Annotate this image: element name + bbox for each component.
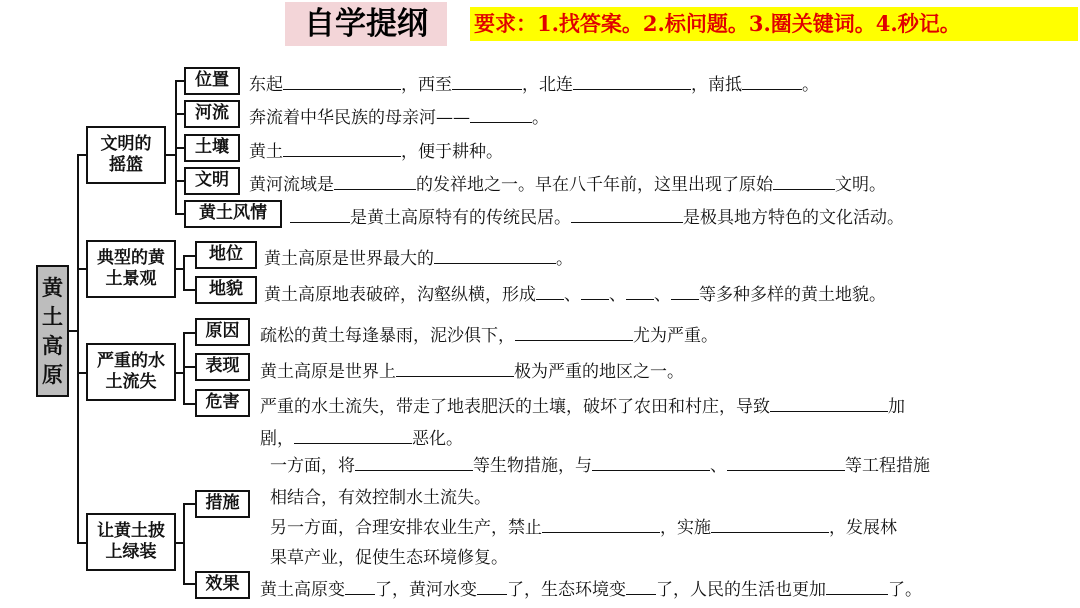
connector <box>183 332 195 334</box>
blank <box>396 359 514 377</box>
text-measures-1: 一方面，将 等生物措施，与 、 等工程措施 <box>270 451 930 476</box>
blank <box>542 515 660 533</box>
connector <box>183 583 195 585</box>
section-soil-erosion <box>86 343 176 401</box>
connector <box>183 255 185 291</box>
connector <box>77 154 79 544</box>
sub-label: 地位 <box>209 244 243 265</box>
sub-landform <box>195 276 257 304</box>
section-typical-landscape <box>86 240 176 298</box>
root-node-loess-plateau <box>36 265 69 397</box>
blank <box>573 72 691 90</box>
sub-location <box>184 67 240 95</box>
text-river: 奔流着中华民族的母亲河—— 。 <box>249 103 549 128</box>
text-manifestation: 黄土高原是世界上 极为严重的地区之一。 <box>260 357 684 382</box>
section-label: 典型的黄土景观 <box>97 247 165 289</box>
text-effect: 黄土高原变 了，黄河水变 了，生态环境变 了，人民的生活也更加 了。 <box>260 575 922 600</box>
connector <box>183 503 185 585</box>
sub-customs <box>184 200 282 228</box>
text-soil: 黄土 ，便于耕种。 <box>249 137 503 162</box>
sub-river <box>184 100 240 128</box>
blank <box>294 426 412 444</box>
section-label: 让黄土披上绿装 <box>97 520 165 562</box>
blank <box>571 205 683 223</box>
blank <box>452 72 522 90</box>
blank <box>626 282 654 300</box>
sub-label: 位置 <box>195 70 229 91</box>
text-location: 东起 ，西至 ，北连 ，南抵 。 <box>249 70 819 95</box>
blank <box>592 453 710 471</box>
blank <box>434 246 556 264</box>
connector <box>183 503 195 505</box>
requirement-banner: 要求：1.找答案。2.标问题。3.圈关键词。4.秒记。 <box>470 7 1078 41</box>
blank <box>283 139 401 157</box>
blank <box>283 72 401 90</box>
connector <box>183 366 195 368</box>
text-status: 黄土高原是世界最大的 。 <box>264 244 573 269</box>
blank <box>671 282 699 300</box>
sub-status <box>195 241 257 269</box>
blank <box>626 577 656 595</box>
section-greening <box>86 513 176 571</box>
connector <box>183 332 185 405</box>
sub-label: 土壤 <box>195 137 229 158</box>
blank <box>470 105 532 123</box>
blank <box>334 172 416 190</box>
connector <box>183 255 195 257</box>
connector <box>175 147 184 149</box>
section-label: 严重的水土流失 <box>97 350 165 392</box>
text-culture: 黄河流域是 的发祥地之一。早在八千年前，这里出现了原始 文明。 <box>249 170 886 195</box>
sub-label: 黄土风情 <box>199 203 267 224</box>
connector <box>183 289 195 291</box>
blank <box>727 453 845 471</box>
connector <box>77 268 86 270</box>
blank <box>345 577 375 595</box>
text-measures-3: 另一方面，合理安排农业生产，禁止 ，实施 ，发展林 <box>270 513 897 538</box>
connector <box>175 113 184 115</box>
sub-label: 地貌 <box>209 279 243 300</box>
section-label: 文明的摇篮 <box>100 133 152 175</box>
root-label: 黄土高原 <box>42 275 63 387</box>
blank <box>581 282 609 300</box>
text-measures-4: 果草产业，促使生态环境修复。 <box>270 548 508 568</box>
text-customs: 是黄土高原特有的传统民居。 是极具地方特色的文化活动。 <box>290 203 904 228</box>
connector <box>175 80 184 82</box>
sub-effect <box>195 571 250 599</box>
sub-label: 原因 <box>205 321 240 342</box>
connector <box>183 403 195 405</box>
sub-manifestation <box>195 353 250 381</box>
text-harm-2: 剧， 恶化。 <box>260 424 463 449</box>
sub-label: 表现 <box>205 356 240 377</box>
connector <box>175 180 184 182</box>
sub-label: 文明 <box>195 170 229 191</box>
blank <box>711 515 829 533</box>
page-title: 自学提纲 <box>285 2 447 46</box>
connector <box>175 213 184 215</box>
blank <box>515 323 633 341</box>
blank <box>826 577 888 595</box>
text-harm-1: 严重的水土流失，带走了地表肥沃的土壤，破坏了农田和村庄，导致 加 <box>260 392 905 417</box>
blank <box>477 577 507 595</box>
connector <box>77 542 86 544</box>
blank <box>290 205 350 223</box>
blank <box>773 172 835 190</box>
section-civilization-cradle <box>86 126 166 184</box>
sub-culture <box>184 167 240 195</box>
sub-soil <box>184 134 240 162</box>
sub-label: 河流 <box>195 103 229 124</box>
text-landform: 黄土高原地表破碎，沟壑纵横，形成 、 、 、 等多种多样的黄土地貌。 <box>264 280 886 305</box>
blank <box>536 282 564 300</box>
sub-label: 危害 <box>205 392 240 413</box>
sub-label: 措施 <box>205 493 240 514</box>
blank <box>355 453 473 471</box>
sub-measures <box>195 490 250 518</box>
sub-cause <box>195 318 250 346</box>
connector <box>77 154 86 156</box>
sub-label: 效果 <box>205 574 240 595</box>
sub-harm <box>195 389 250 417</box>
connector <box>77 372 86 374</box>
text-measures-2: 相结合，有效控制水土流失。 <box>270 488 491 508</box>
text-cause: 疏松的黄土每逢暴雨，泥沙俱下， 尤为严重。 <box>260 321 718 346</box>
blank <box>742 72 802 90</box>
blank <box>770 394 888 412</box>
